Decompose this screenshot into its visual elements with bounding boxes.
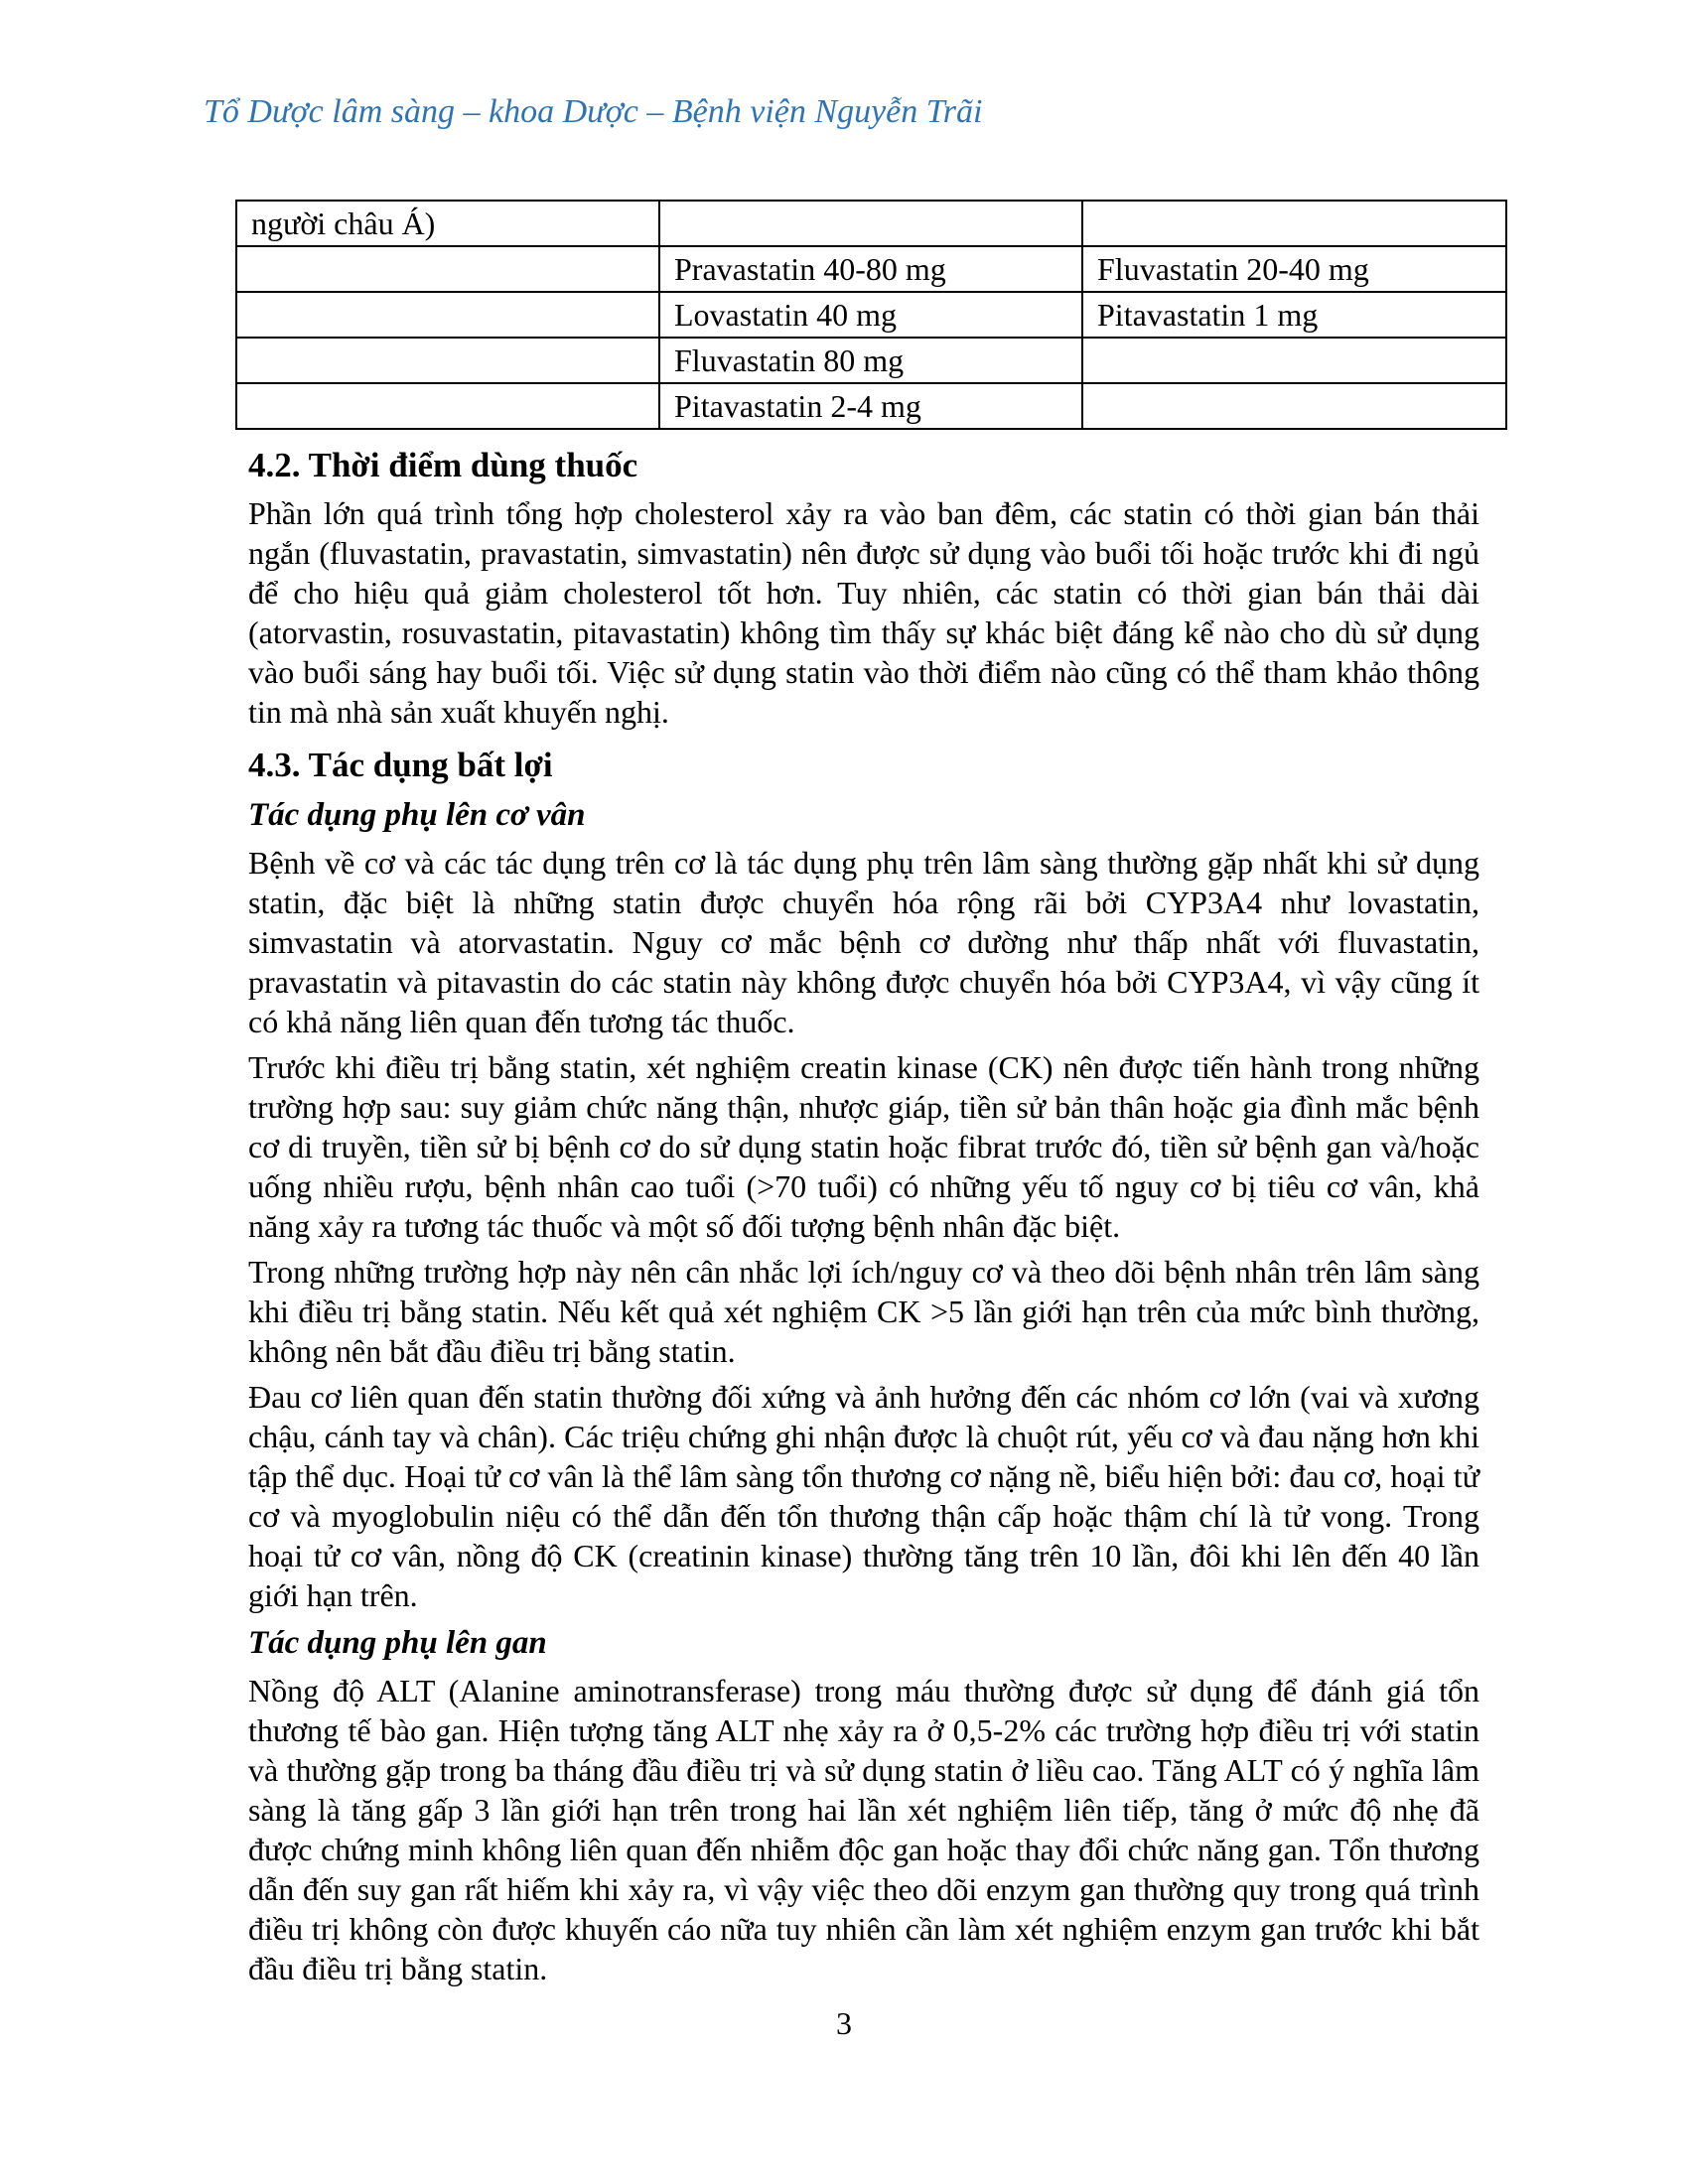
statin-dose-table	[235, 200, 1507, 430]
table-cell: Fluvastatin 80 mg	[659, 338, 1082, 383]
table-row	[236, 201, 1506, 246]
page-number: 3	[836, 2005, 852, 2041]
document-header: Tổ Dược lâm sàng – khoa Dược – Bệnh viện Nguyễn Trãi	[204, 93, 983, 130]
liver-effects-paragraph-1: Nồng độ ALT (Alanine aminotransferase) trong máu thường được sử dụng để đánh giá tổn thương tế bào gan. Hiện tượng tăng ALT nhẹ xảy ra ở 0,5-2% các trường hợp điều trị với statin và thường gặp trong ba tháng đầu điều trị và sử dụng statin ở liều cao. Tăng ALT có ý nghĩa lâm sàng là tăng gấp 3 lần giới hạn trên trong hai lần xét nghiệm liên tiếp, tăng ở mức độ nhẹ đã được chứng minh không liên quan đến nhiễm độc gan hoặc thay đổi chức năng gan. Tổn thương dẫn đến suy gan rất hiếm khi xảy ra, vì vậy việc theo dõi enzym gan thường quy trong quá trình điều trị không còn được khuyến cáo nữa tuy nhiên cần làm xét nghiệm enzym gan trước khi bắt đầu điều trị bằng statin.	[248, 1673, 1479, 1986]
table-cell	[236, 383, 659, 429]
table-cell: Pravastatin 40-80 mg	[659, 246, 1082, 292]
table-cell: người châu Á)	[236, 201, 659, 246]
table-row	[236, 338, 1506, 383]
section-4-2-paragraph: Phần lớn quá trình tổng hợp cholesterol xảy ra vào ban đêm, các statin có thời gian bán thải ngắn (fluvastatin, pravastatin, simvastatin) nên được sử dụng vào buổi tối hoặc trước khi đi ngủ để cho hiệu quả giảm cholesterol tốt hơn. Tuy nhiên, các statin có thời gian bán thải dài (atorvastin, rosuvastatin, pitavastatin) không tìm thấy sự khác biệt đáng kể nào cho dù sử dụng vào buổi sáng hay buổi tối. Việc sử dụng statin vào thời điểm nào cũng có thể tham khảo thông tin mà nhà sản xuất khuyến nghị.	[248, 495, 1479, 730]
table-cell: Fluvastatin 20-40 mg	[1082, 246, 1506, 292]
section-4-3-heading: 4.3. Tác dụng bất lợi	[248, 746, 553, 784]
muscle-effects-paragraph-1: Bệnh về cơ và các tác dụng trên cơ là tác dụng phụ trên lâm sàng thường gặp nhất khi sử dụng statin, đặc biệt là những statin được chuyển hóa rộng rãi bởi CYP3A4 như lovastatin, simvastatin và atorvastatin. Nguy cơ mắc bệnh cơ dường như thấp nhất với fluvastatin, pravastatin và pitavastin do các statin này không được chuyển hóa bởi CYP3A4, vì vậy cũng ít có khả năng liên quan đến tương tác thuốc.	[248, 845, 1479, 1039]
table-cell	[236, 292, 659, 338]
table-cell	[659, 201, 1082, 246]
table-row	[236, 292, 1506, 338]
table-cell	[236, 246, 659, 292]
table-row	[236, 246, 1506, 292]
table-cell: Lovastatin 40 mg	[659, 292, 1082, 338]
table-cell: Pitavastatin 1 mg	[1082, 292, 1506, 338]
muscle-effects-paragraph-4: Đau cơ liên quan đến statin thường đối xứng và ảnh hưởng đến các nhóm cơ lớn (vai và xương chậu, cánh tay và chân). Các triệu chứng ghi nhận được là chuột rút, yếu cơ và đau nặng hơn khi tập thể dục. Hoại tử cơ vân là thể lâm sàng tổn thương cơ nặng nề, biểu hiện bởi: đau cơ, hoại tử cơ và myoglobulin niệu có thể dẫn đến tổn thương thận cấp hoặc thậm chí là tử vong. Trong hoại tử cơ vân, nồng độ CK (creatinin kinase) thường tăng trên 10 lần, đôi khi lên đến 40 lần giới hạn trên.	[248, 1379, 1479, 1613]
document-body	[248, 444, 1479, 1988]
table-cell	[1082, 383, 1506, 429]
liver-effects-subheading: Tác dụng phụ lên gan	[248, 1625, 547, 1661]
muscle-effects-paragraph-3: Trong những trường hợp này nên cân nhắc lợi ích/nguy cơ và theo dõi bệnh nhân trên lâm sàng khi điều trị bằng statin. Nếu kết quả xét nghiệm CK >5 lần giới hạn trên của mức bình thường, không nên bắt đầu điều trị bằng statin.	[248, 1254, 1479, 1369]
table-cell: Pitavastatin 2-4 mg	[659, 383, 1082, 429]
table-cell	[1082, 338, 1506, 383]
table-row	[236, 383, 1506, 429]
section-4-2-heading: 4.2. Thời điểm dùng thuốc	[248, 446, 638, 484]
table-cell	[1082, 201, 1506, 246]
muscle-effects-paragraph-2: Trước khi điều trị bằng statin, xét nghiệm creatin kinase (CK) nên được tiến hành trong những trường hợp sau: suy giảm chức năng thận, nhược giáp, tiền sử bản thân hoặc gia đình mắc bệnh cơ di truyền, tiền sử bị bệnh cơ do sử dụng statin hoặc fibrat trước đó, tiền sử bệnh gan và/hoặc uống nhiều rượu, bệnh nhân cao tuổi (>70 tuổi) có những yếu tố nguy cơ bị tiêu cơ vân, khả năng xảy ra tương tác thuốc và một số đối tượng bệnh nhân đặc biệt.	[248, 1049, 1479, 1244]
muscle-effects-subheading: Tác dụng phụ lên cơ vân	[248, 797, 586, 833]
table-cell	[236, 338, 659, 383]
